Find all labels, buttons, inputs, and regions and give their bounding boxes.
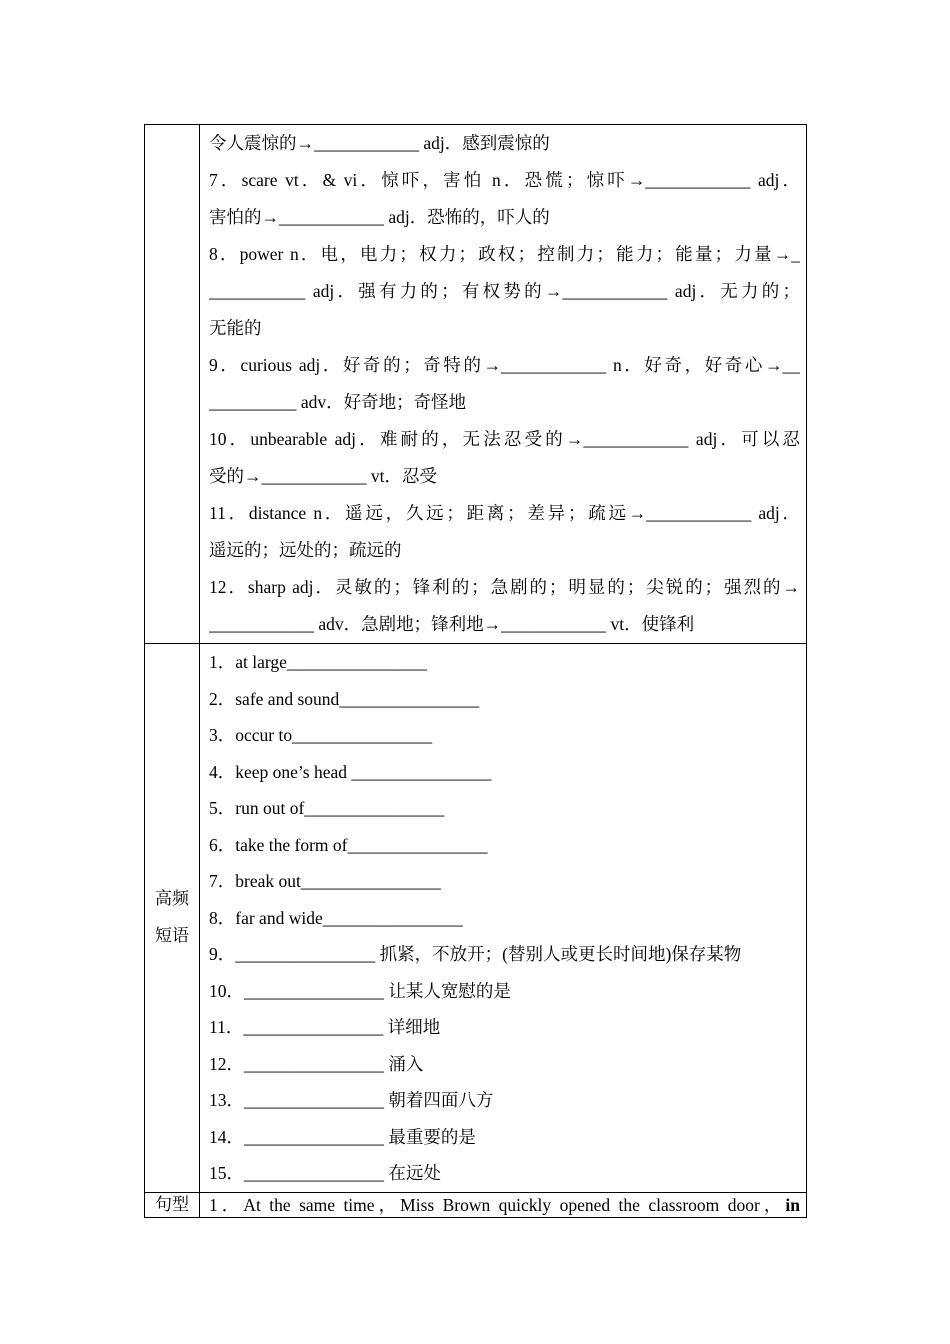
line: 受的→____________ vt．忍受: [209, 466, 437, 486]
phrase-item: 9．________________ 抓紧，不放开；(替别人或更长时间地)保存某物: [209, 944, 742, 964]
phrase-item: 3．occur to________________: [209, 725, 433, 745]
sentence-patterns-row: [145, 1192, 807, 1217]
phrase-item: 7．break out________________: [209, 871, 441, 891]
sentence-line: [209, 1193, 800, 1217]
line: 7．scare vt．& vi．惊吓，害怕 n．恐慌；惊吓→____________ adj．: [209, 170, 800, 190]
label-line: 短语: [155, 925, 189, 946]
phrase-item: 13．________________ 朝着四面八方: [209, 1090, 494, 1110]
sentence-text: 1．At the same time，Miss Brown quickly opened the classroom door，: [209, 1194, 786, 1215]
phrase-item: 8．far and wide________________: [209, 907, 463, 928]
phrase-item: 6．take the form of________________: [209, 834, 488, 855]
line: 无能的: [209, 318, 262, 338]
word-forms-cell: [200, 125, 807, 644]
vocabulary-table: [144, 124, 807, 1218]
section-label-empty: [145, 125, 200, 644]
phrase-item: 4．keep one’s head ________________: [209, 761, 492, 782]
phrase-item: 14．________________ 最重要的是: [209, 1126, 476, 1147]
label-line: 高频: [155, 888, 189, 909]
phrase-item: 11．________________ 详细地: [209, 1017, 441, 1037]
sentence-patterns-cell: [200, 1192, 807, 1217]
line: __________ adv．好奇地；奇怪地: [209, 392, 467, 412]
phrase-item: 15．________________ 在远处: [209, 1163, 441, 1183]
line: 11．distance n．遥远，久远；距离；差异；疏远→____________ adj．: [209, 503, 800, 523]
line: 9．curious adj．好奇的；奇特的→____________ n．好奇，好奇心→__: [209, 355, 800, 375]
phrase-item: 10．________________ 让某人宽慰的是: [209, 980, 511, 1001]
phrase-item: 5．run out of________________: [209, 798, 445, 818]
word-forms-row: [145, 125, 807, 644]
line: 害怕的→____________ adj．恐怖的，吓人的: [209, 207, 550, 227]
phrases-cell: [200, 644, 807, 1193]
line: ____________ adv．急剧地；锋利地→____________ vt．使锋利: [209, 614, 695, 634]
phrase-item: 1．at large________________: [209, 652, 427, 672]
line: 遥远的；远处的；疏远的: [209, 540, 402, 560]
line: 8．power n．电，电力；权力；政权；控制力；能力；能量；力量→_: [209, 244, 800, 264]
line: ___________ adj．强有力的；有权势的→____________ adj．无力的；: [209, 281, 800, 301]
sentence-bold-word: in: [785, 1194, 800, 1215]
line: 12．sharp adj．灵敏的；锋利的；急剧的；明显的；尖锐的；强烈的→: [209, 577, 800, 597]
line: 10．unbearable adj．难耐的，无法忍受的→____________ adj．可以忍: [209, 429, 800, 449]
section-label-phrases: [145, 644, 200, 1193]
phrases-row: [145, 644, 807, 1193]
line: 令人震惊的→____________ adj．感到震惊的: [209, 133, 550, 153]
phrase-item: 12．________________ 涌入: [209, 1053, 424, 1074]
phrase-item: 2．safe and sound________________: [209, 688, 480, 709]
section-label-sentences: 句型: [145, 1192, 200, 1217]
